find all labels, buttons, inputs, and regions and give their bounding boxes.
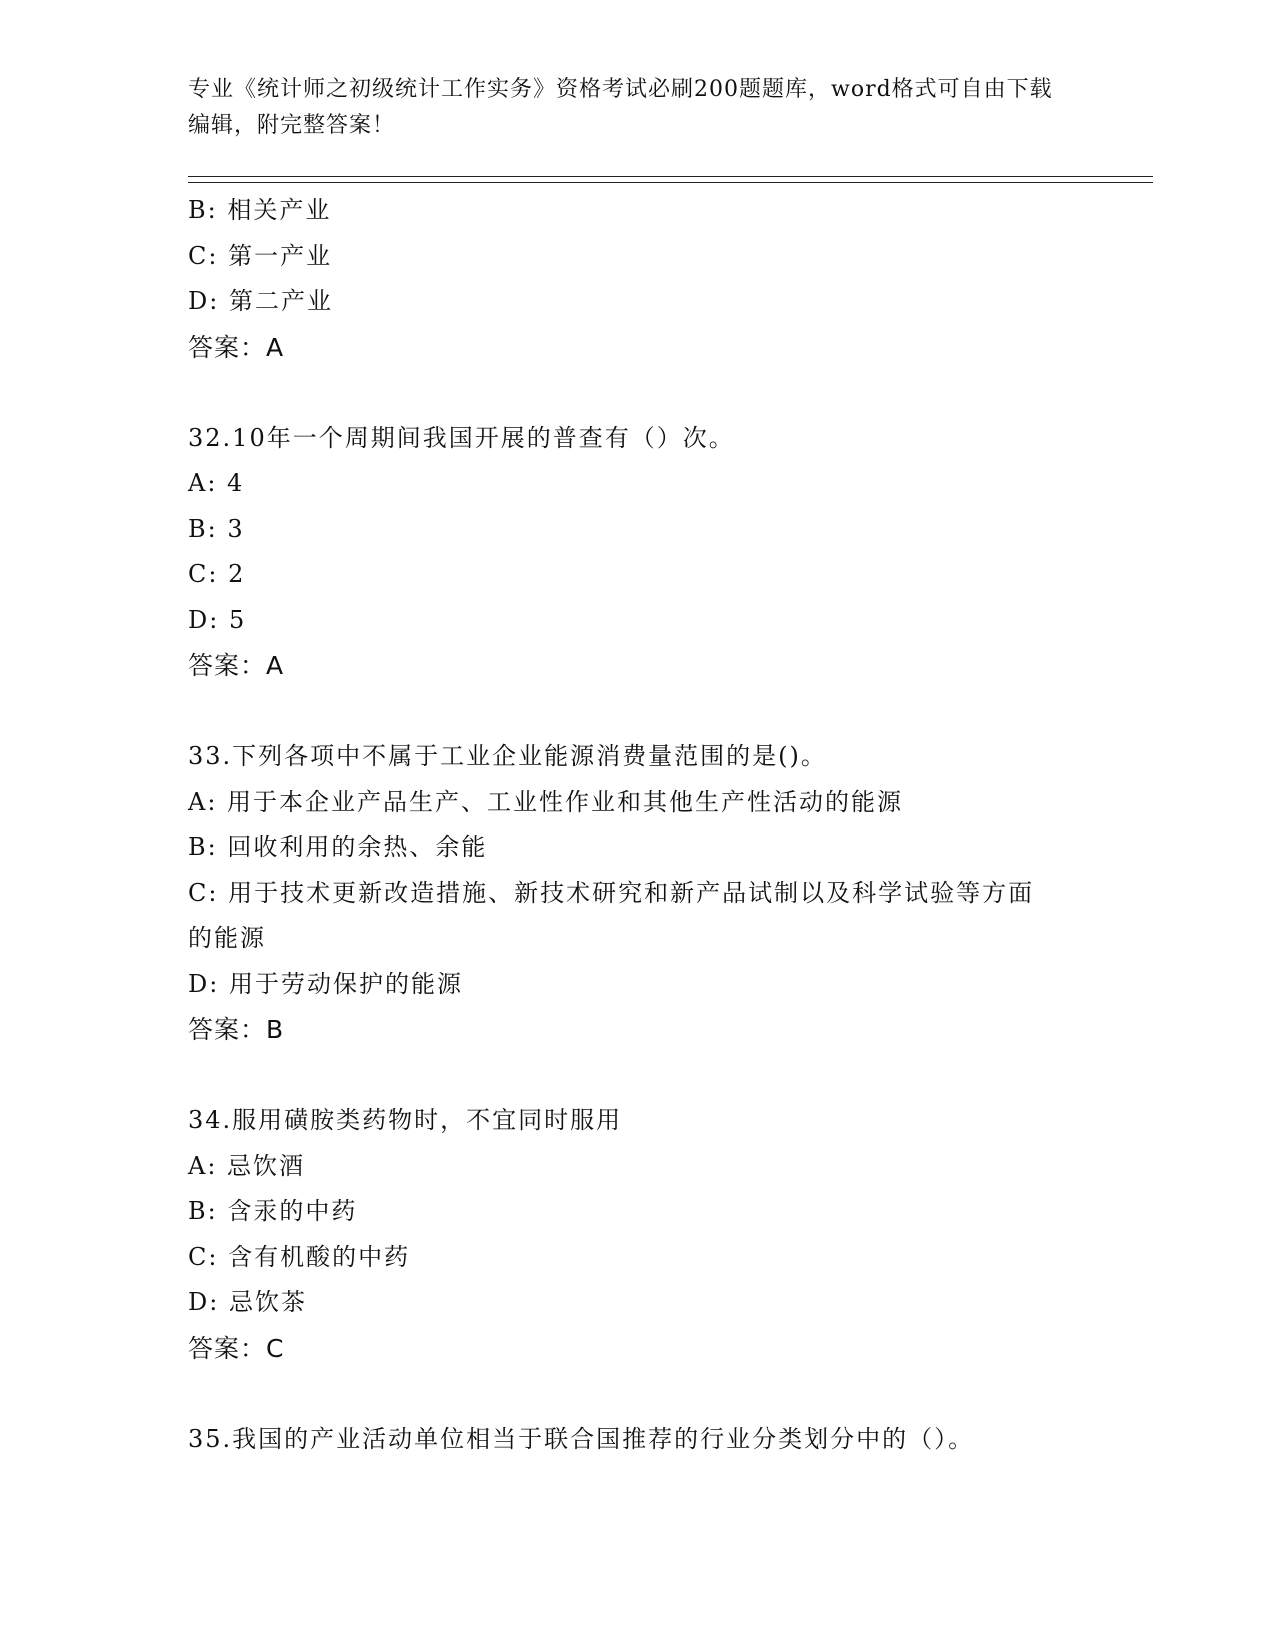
- question-spacer: [188, 1053, 1088, 1099]
- option-c: C: 2: [188, 560, 246, 588]
- answer-line: 答案：C: [188, 1333, 285, 1363]
- question-block: [188, 416, 1088, 689]
- question-block: [188, 1417, 1088, 1463]
- answer-line: 答案：A: [188, 332, 285, 362]
- question-list: [188, 188, 1088, 1462]
- option-c: C: 用于技术更新改造措施、新技术研究和新产品试制以及科学试验等方面的能源: [188, 878, 1035, 952]
- option-b: B: 回收利用的余热、余能: [188, 833, 488, 861]
- answer-line: 答案：B: [188, 1015, 285, 1044]
- document-header: 专业《统计师之初级统计工作实务》资格考试必刷200题题库，word格式可自由下载编辑，附完整答案！: [188, 77, 1053, 138]
- option-d: D: 5: [188, 605, 247, 634]
- question-block: [188, 1098, 1088, 1371]
- option-a: A: 用于本企业产品生产、工业性作业和其他生产性活动的能源: [188, 787, 904, 816]
- header-divider-top: [188, 176, 1153, 177]
- question-spacer: [188, 689, 1088, 735]
- question-block: [188, 188, 1088, 370]
- option-b: B: 3: [188, 514, 245, 543]
- option-d: D: 用于劳动保护的能源: [188, 969, 463, 998]
- question-stem: 35.我国的产业活动单位相当于联合国推荐的行业分类划分中的（）。: [188, 1424, 975, 1453]
- option-c: C: 含有机酸的中药: [188, 1242, 411, 1271]
- question-stem: 34.服用磺胺类药物时，不宜同时服用: [188, 1106, 623, 1134]
- option-d: D: 第二产业: [188, 287, 333, 315]
- option-b: B: 相关产业: [188, 196, 332, 224]
- option-a: A: 4: [188, 469, 245, 497]
- option-b: B: 含汞的中药: [188, 1197, 358, 1225]
- header-divider-bottom: [188, 182, 1153, 183]
- question-stem: 32.10年一个周期间我国开展的普查有（）次。: [188, 423, 735, 452]
- question-spacer: [188, 370, 1088, 416]
- option-c: C: 第一产业: [188, 241, 333, 270]
- option-a: A: 忌饮酒: [188, 1151, 306, 1180]
- question-stem: 33.下列各项中不属于工业企业能源消费量范围的是()。: [188, 742, 827, 770]
- option-d: D: 忌饮茶: [188, 1288, 307, 1316]
- question-block: [188, 734, 1088, 1053]
- answer-line: 答案：A: [188, 651, 285, 680]
- question-spacer: [188, 1371, 1088, 1417]
